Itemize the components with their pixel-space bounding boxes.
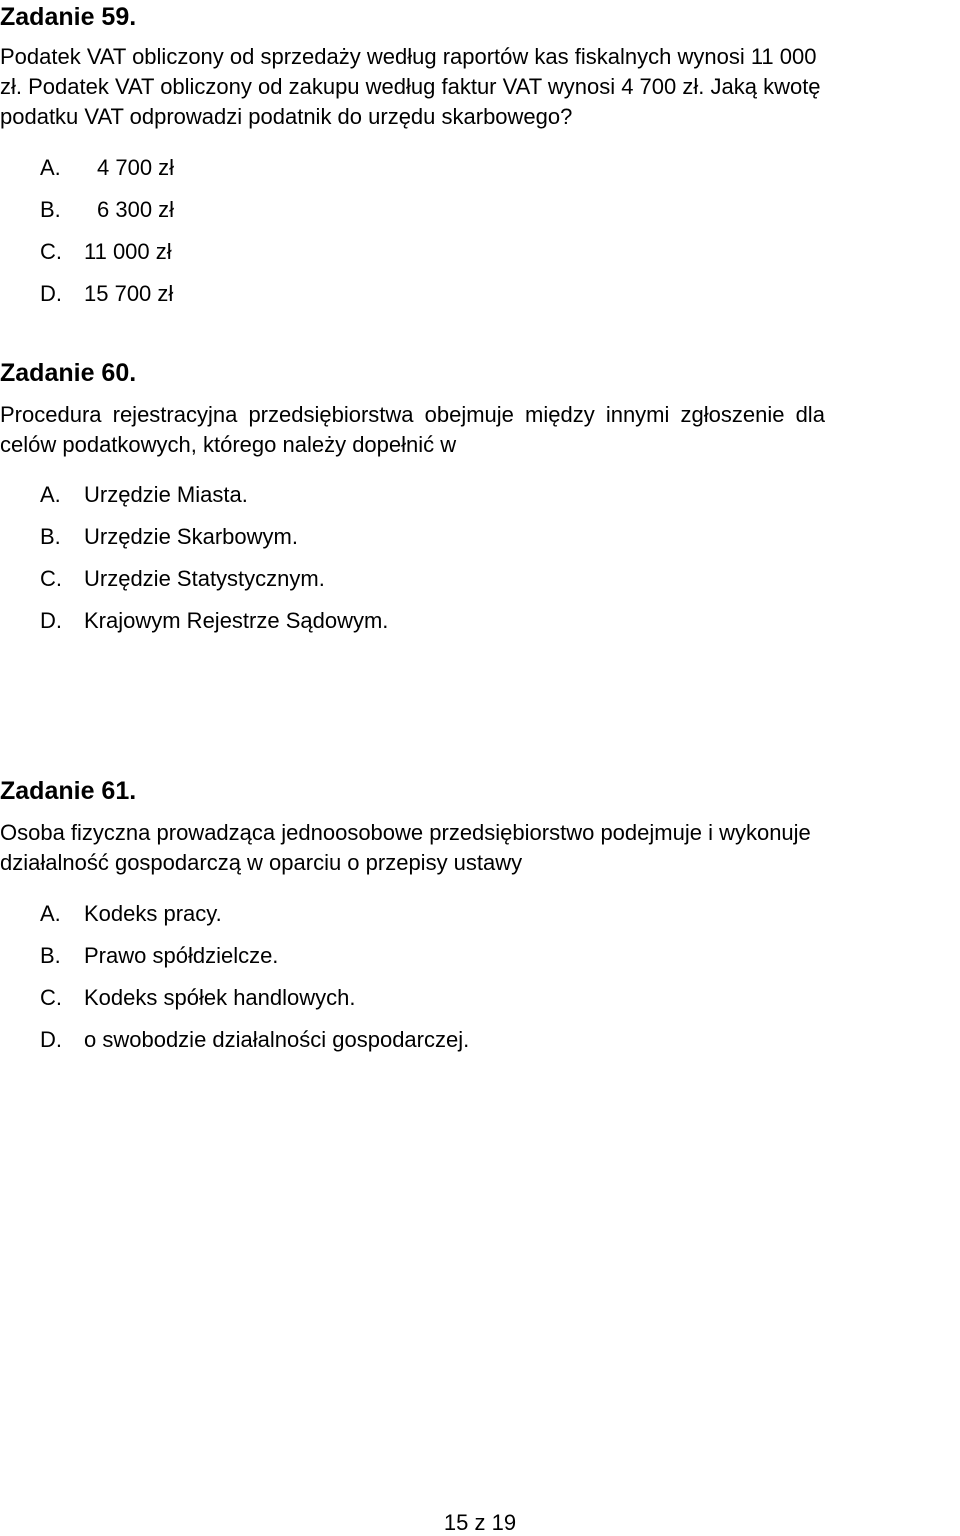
question-text [0, 400, 960, 460]
question-text [0, 42, 950, 132]
answer-text: Urzędzie Miasta. [84, 482, 248, 507]
task-title: Zadanie 60. [0, 359, 137, 387]
answer-text: 6 300 zł [97, 197, 175, 222]
answer-text: Urzędzie Statystycznym. [84, 566, 325, 591]
question-line: Podatek VAT obliczony od sprzedaży według raportów kas fiskalnych wynosi 11 000 [0, 44, 817, 69]
answer-letter: A. [40, 482, 61, 507]
answer-letter: A. [40, 901, 61, 926]
question-line: celów podatkowych, którego należy dopełnić w [0, 432, 457, 457]
answer-letter: A. [40, 155, 61, 180]
answer-letter: B. [40, 524, 61, 549]
answer-text: Kodeks pracy. [84, 901, 222, 926]
answer-text: 11 000 zł [84, 239, 172, 264]
answer-text: Krajowym Rejestrze Sądowym. [84, 608, 389, 633]
question-line: Procedura rejestracyjna przedsiębiorstwa obejmuje między innymi zgłoszenie dla [0, 402, 825, 427]
answer-text: Kodeks spółek handlowych. [84, 985, 356, 1010]
question-line: podatku VAT odprowadzi podatnik do urzędu skarbowego? [0, 104, 573, 129]
answer-letter: B. [40, 197, 61, 222]
answer-text: Urzędzie Skarbowym. [84, 524, 298, 549]
answer-letter: B. [40, 943, 61, 968]
answer-text: 15 700 zł [84, 281, 174, 306]
question-line: Osoba fizyczna prowadząca jednoosobowe przedsiębiorstwo podejmuje i wykonuje [0, 820, 811, 845]
page-number: 15 z 19 [443, 1510, 517, 1535]
answer-text: 4 700 zł [97, 155, 175, 180]
question-text [0, 818, 960, 878]
answer-letter: C. [40, 239, 62, 264]
task-title: Zadanie 61. [0, 777, 137, 805]
task-title: Zadanie 59. [0, 3, 137, 31]
answer-text: o swobodzie działalności gospodarczej. [84, 1027, 470, 1052]
answer-letter: D. [40, 281, 62, 306]
answer-letter: C. [40, 985, 62, 1010]
answer-letter: D. [40, 608, 62, 633]
answer-letter: C. [40, 566, 62, 591]
answer-letter: D. [40, 1027, 62, 1052]
question-line: działalność gospodarczą w oparciu o przepisy ustawy [0, 850, 523, 875]
question-line: zł. Podatek VAT obliczony od zakupu według faktur VAT wynosi 4 700 zł. Jaką kwotę [0, 74, 821, 99]
answer-text: Prawo spółdzielcze. [84, 943, 279, 968]
